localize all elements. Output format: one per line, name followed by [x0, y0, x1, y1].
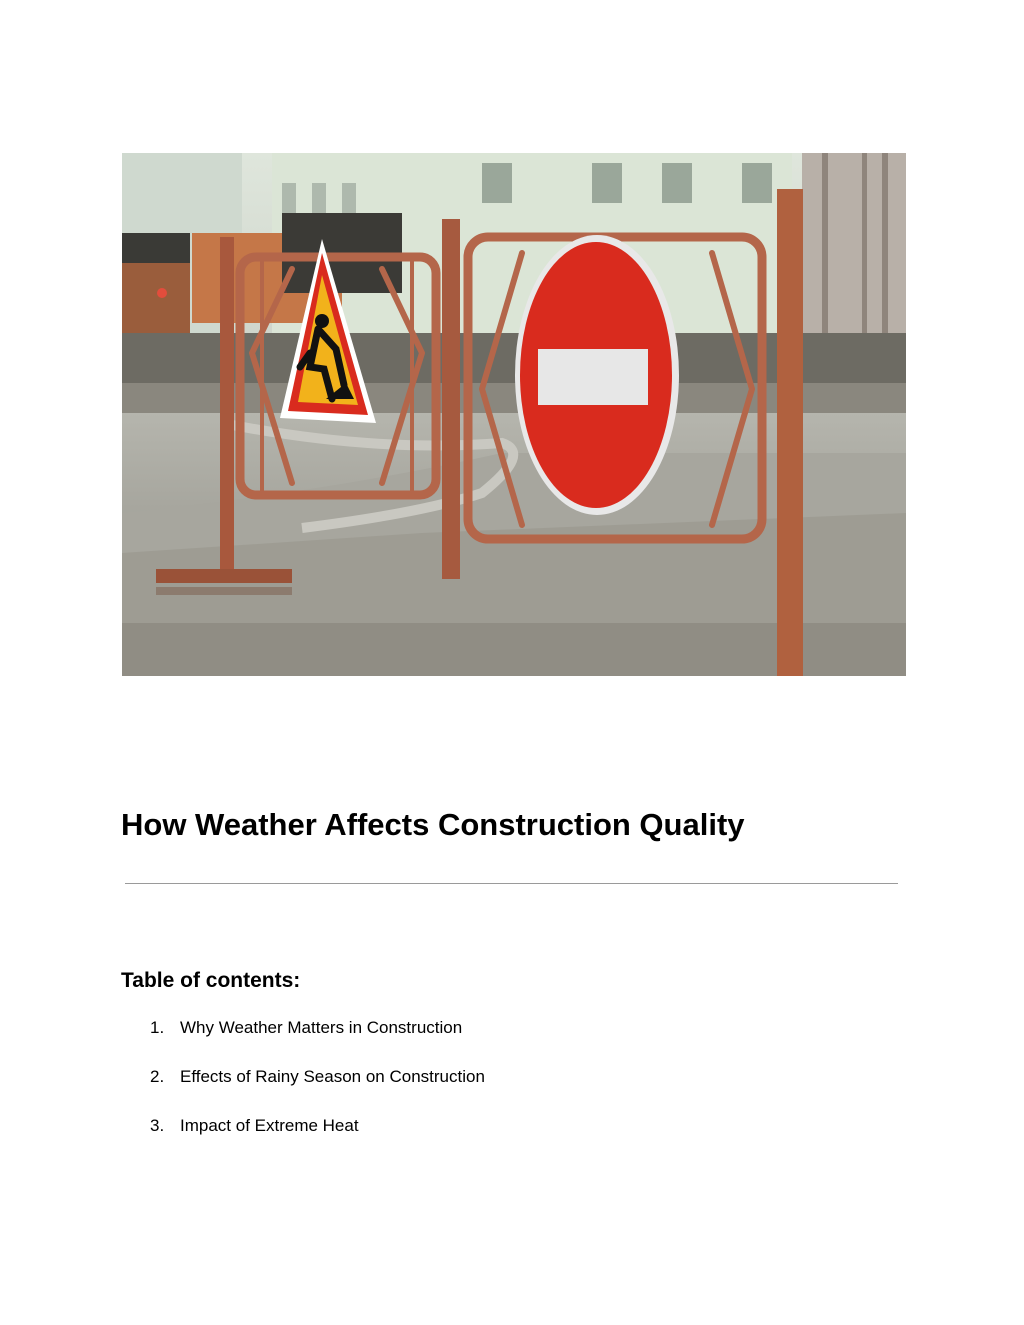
- hero-image: [122, 153, 906, 676]
- toc-item-number: 2.: [150, 1067, 165, 1086]
- table-of-contents: [150, 1016, 485, 1163]
- toc-item-number: 3.: [150, 1116, 165, 1135]
- toc-item-label: Why Weather Matters in Construction: [180, 1018, 463, 1037]
- toc-item: [150, 1114, 485, 1163]
- no-entry-sign-icon: [515, 235, 679, 515]
- horizontal-divider: [125, 883, 898, 884]
- toc-item: [150, 1016, 485, 1065]
- toc-item-label: Effects of Rainy Season on Construction: [180, 1067, 485, 1086]
- document-title: How Weather Affects Construction Quality: [121, 807, 745, 842]
- toc-item-number: 1.: [150, 1018, 165, 1037]
- toc-item-label: Impact of Extreme Heat: [180, 1116, 359, 1135]
- toc-heading: Table of contents:: [121, 969, 301, 992]
- toc-item: [150, 1065, 485, 1114]
